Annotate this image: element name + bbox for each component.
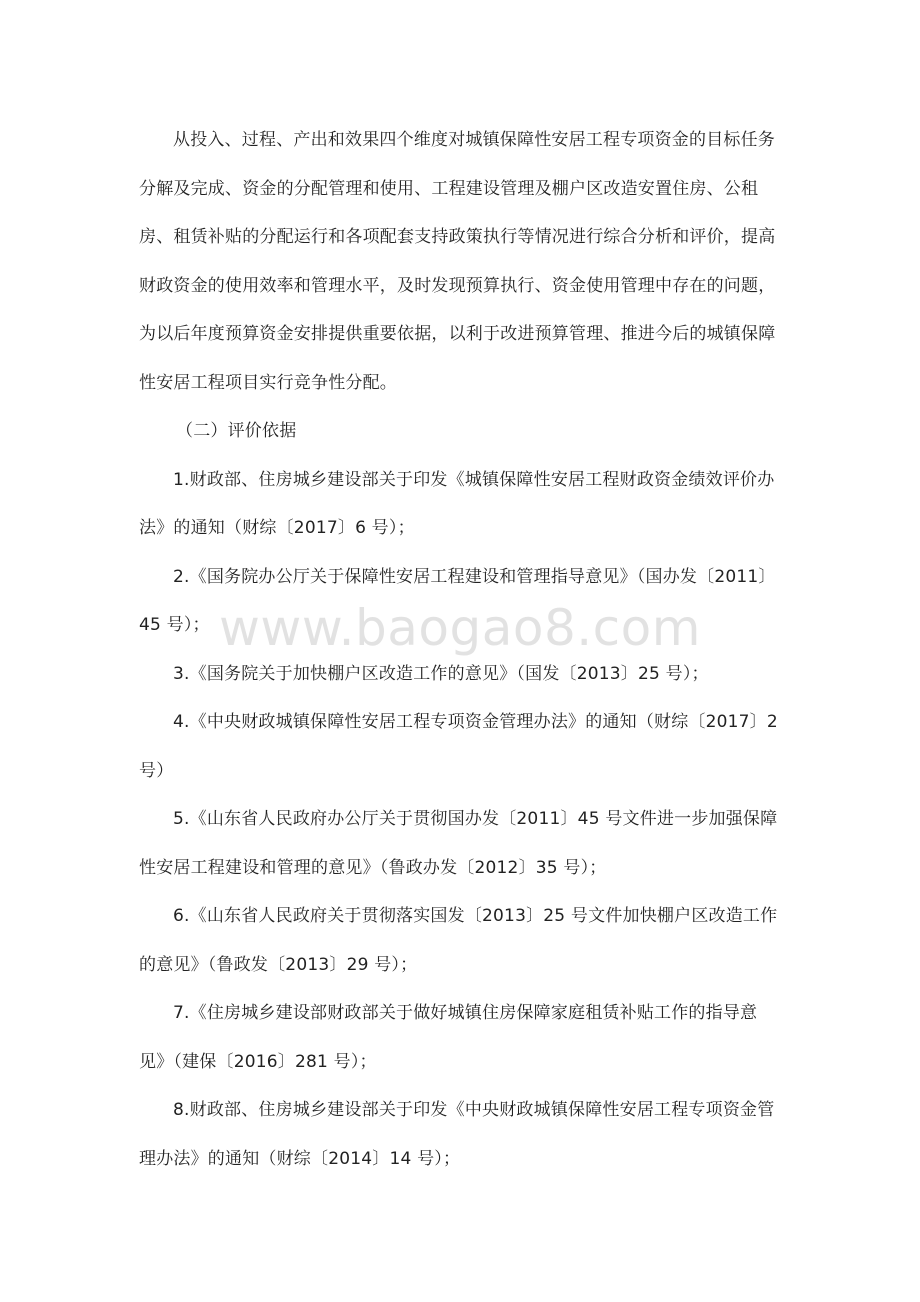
basis-item-1: 1.财政部、住房城乡建设部关于印发《城镇保障性安居工程财政资金绩效评价办法》的通知（财综〔2017〕6 号）；: [139, 469, 775, 538]
basis-item-6: 6.《山东省人民政府关于贯彻落实国发〔2013〕25 号文件加快棚户区改造工作的意见》（鲁政发〔2013〕29 号）；: [139, 906, 778, 975]
section-heading-evaluation-basis: （二）评价依据: [176, 421, 297, 441]
document-body: [139, 116, 784, 1183]
watermark: www.baogao8.com: [219, 599, 701, 657]
basis-item-7: 7.《住房城乡建设部财政部关于做好城镇住房保障家庭租赁补贴工作的指导意见》（建保〔2016〕281 号）；: [139, 1003, 758, 1072]
basis-item-3: 3.《国务院关于加快棚户区改造工作的意见》（国发〔2013〕25 号）；: [173, 663, 709, 684]
intro-paragraph: 从投入、过程、产出和效果四个维度对城镇保障性安居工程专项资金的目标任务分解及完成、资金的分配管理和使用、工程建设管理及棚户区改造安置住房、公租房、租赁补贴的分配运行和各项配套支持政策执行等情况进行综合分析和评价，提高财政资金的使用效率和管理水平，及时发现预算执行、资金使用管理中存在的问题，为以后年度预算资金安排提供重要依据，以利于改进预算管理、推进今后的城镇保障性安居工程项目实行竞争性分配。: [139, 130, 776, 393]
basis-item-5: 5.《山东省人民政府办公厅关于贯彻国办发〔2011〕45 号文件进一步加强保障性安居工程建设和管理的意见》（鲁政办发〔2012〕35 号）；: [139, 809, 778, 878]
basis-item-4: 4.《中央财政城镇保障性安居工程专项资金管理办法》的通知（财综〔2017〕2 号）: [139, 712, 784, 781]
basis-item-8: 8.财政部、住房城乡建设部关于印发《中央财政城镇保障性安居工程专项资金管理办法》的通知（财综〔2014〕14 号）；: [139, 1100, 775, 1169]
basis-item-2: 2.《国务院办公厅关于保障性安居工程建设和管理指导意见》（国办发〔2011〕45 号）；: [139, 566, 776, 635]
